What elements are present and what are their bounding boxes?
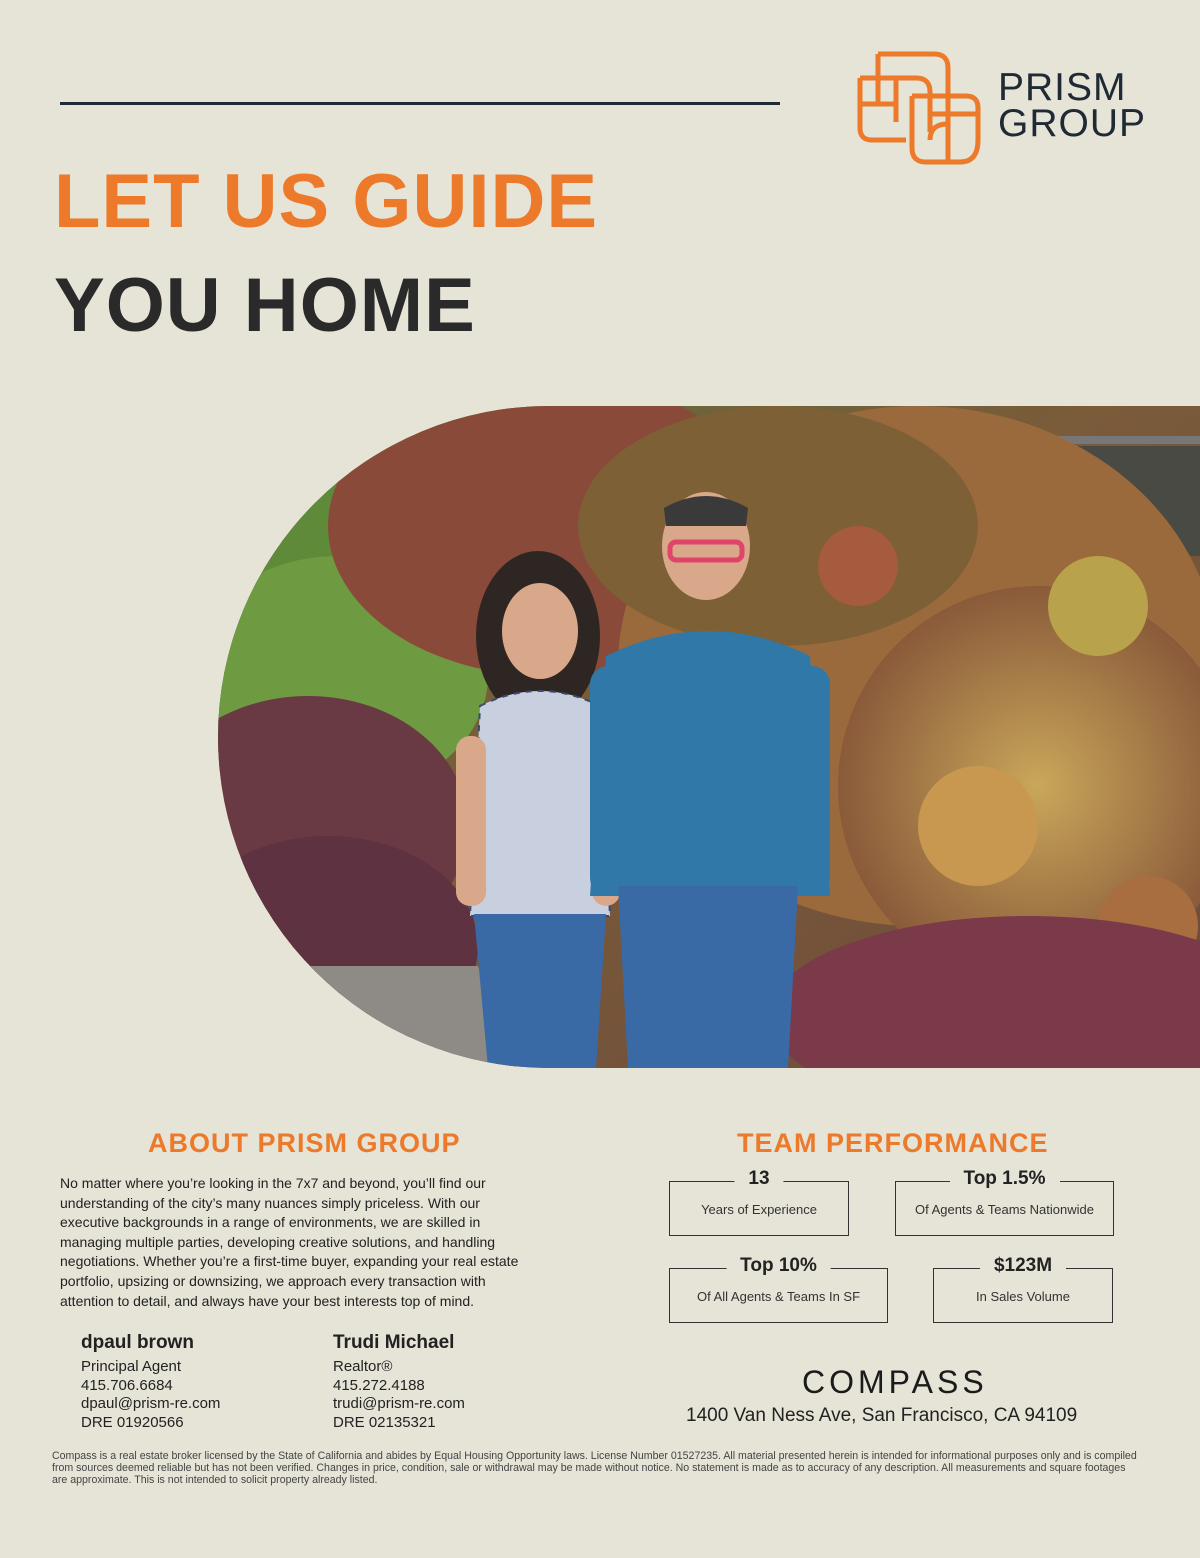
stat-box-years (669, 1168, 849, 1236)
logo-line-1: PRISM (998, 66, 1127, 109)
stat-label: Of Agents & Teams Nationwide (915, 1202, 1094, 1217)
agent-name: dpaul brown (81, 1332, 194, 1353)
agent-dre: DRE 02135321 (333, 1413, 436, 1431)
office-address: 1400 Van Ness Ave, San Francisco, CA 94109 (686, 1405, 1078, 1426)
agent-role: Realtor® (333, 1358, 393, 1375)
agent-name: Trudi Michael (333, 1332, 455, 1353)
agent-phone[interactable]: 415.706.6684 (81, 1376, 173, 1394)
agent-card-trudi-michael (333, 1330, 465, 1432)
stat-value: Top 1.5% (950, 1168, 1060, 1190)
about-section-title: ABOUT PRISM GROUP (148, 1128, 461, 1158)
compass-logo: COMPASS (802, 1364, 988, 1400)
stat-box-sales-volume (933, 1255, 1113, 1323)
header-divider (60, 102, 780, 105)
stat-value: Top 10% (726, 1255, 831, 1277)
agent-phone[interactable]: 415.272.4188 (333, 1376, 425, 1394)
stat-box-nationwide-rank (895, 1168, 1114, 1236)
team-performance-title: TEAM PERFORMANCE (737, 1128, 1049, 1158)
agent-role: Principal Agent (81, 1358, 182, 1375)
about-body-text: No matter where you’re looking in the 7x7 and beyond, you’ll find our understanding of the city’s many nuances simply priceless. With our executive backgrounds in a range of environments, we are skilled in managing multiple parties, developing creative solutions, and handling negotiations. Whether you’re a first-time buyer, expanding your real estate portfolio, upsizing or downsizing, we approach every transaction with attention to detail, and always have your best interests top of mind. (60, 1175, 519, 1309)
team-photo (218, 406, 1200, 1068)
agent-card-dpaul-brown (81, 1330, 220, 1432)
headline-line-2: YOU HOME (54, 263, 476, 348)
prism-group-logo-wordmark (998, 66, 1147, 145)
logo-line-2: GROUP (998, 102, 1147, 145)
agent-email[interactable]: trudi@prism-re.com (333, 1395, 465, 1412)
stat-value: 13 (734, 1168, 783, 1190)
headline-line-1: LET US GUIDE (54, 159, 599, 244)
agent-email[interactable]: dpaul@prism-re.com (81, 1395, 221, 1412)
legal-disclaimer: Compass is a real estate broker licensed by the State of California and abides by Equal Housing Opportunity laws. License Number 01527235. All material presented herein is intended for informational purposes only and is compiled from sources deemed reliable but has not been verified. Changes in price, condition, sale or withdrawal may be made without notice. No statement is made as to accuracy of any description. All measurements and square footages are approximate. This is not intended to solicit property already listed. (52, 1450, 1137, 1487)
stat-value: $123M (980, 1255, 1066, 1277)
stat-label: Of All Agents & Teams In SF (696, 1289, 861, 1304)
agent-dre: DRE 01920566 (81, 1413, 184, 1431)
stat-box-sf-rank (669, 1255, 888, 1323)
stat-label: In Sales Volume (976, 1289, 1070, 1304)
prism-group-logo-icon (856, 44, 982, 170)
stat-label: Years of Experience (701, 1202, 817, 1217)
